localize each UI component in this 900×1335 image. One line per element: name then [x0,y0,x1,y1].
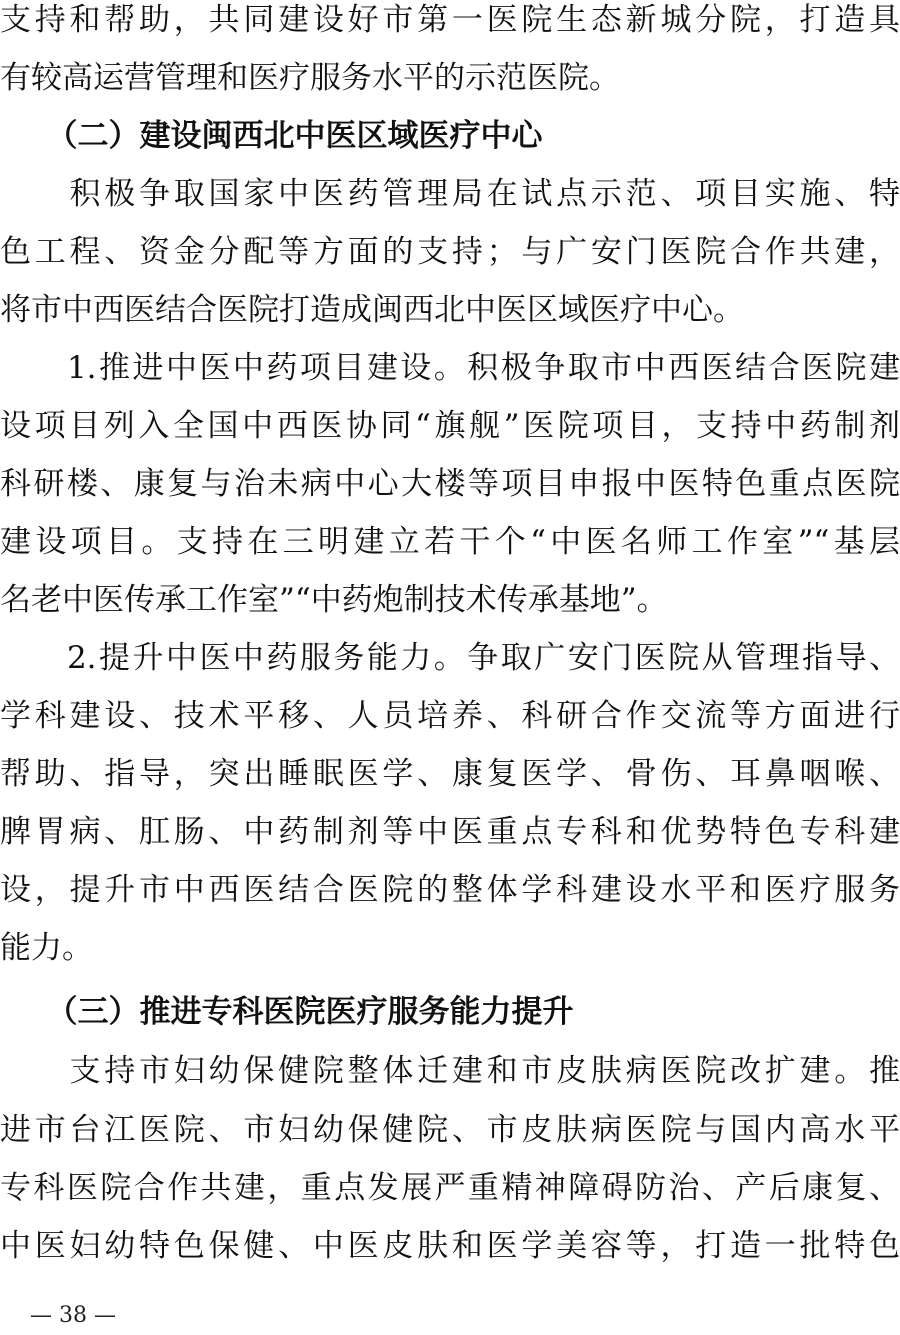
body-text-line: 能力。 [0,930,93,966]
body-text-line: 中医妇幼特色保健、中医皮肤和医学美容等，打造一批特色 [0,1228,900,1264]
body-text-line: 设，提升市中西医结合医院的整体学科建设水平和医疗服务 [0,872,900,908]
body-text-line: 支持市妇幼保健院整体迁建和市皮肤病医院改扩建。推 [0,1053,900,1089]
page-number: — 38 — [30,1303,116,1328]
body-text-line: 2.提升中医中药服务能力。争取广安门医院从管理指导、 [0,640,900,676]
body-text-line: 帮助、指导，突出睡眠医学、康复医学、骨伤、耳鼻咽喉、 [0,756,900,792]
body-text-line: 有较高运营管理和医疗服务水平的示范医院。 [0,60,620,96]
body-text-line: 建设项目。支持在三明建立若干个“中医名师工作室”“基层 [0,524,900,560]
body-text-line: 名老中医传承工作室”“中药炮制技术传承基地”。 [0,582,668,618]
body-text-line: 专科医院合作共建，重点发展严重精神障碍防治、产后康复、 [0,1170,900,1206]
body-text-line: 科研楼、康复与治未病中心大楼等项目申报中医特色重点医院 [0,466,900,502]
body-text-line: 色工程、资金分配等方面的支持；与广安门医院合作共建， [0,234,900,270]
body-text-line: 设项目列入全国中西医协同“旗舰”医院项目，支持中药制剂 [0,408,900,444]
body-text-line: 支持和帮助，共同建设好市第一医院生态新城分院，打造具 [0,2,900,38]
body-text-line: 学科建设、技术平移、人员培养、科研合作交流等方面进行 [0,698,900,734]
body-text-line: 积极争取国家中医药管理局在试点示范、项目实施、特 [0,176,900,212]
body-text-line: 1.推进中医中药项目建设。积极争取市中西医结合医院建 [0,350,900,386]
section-heading: （二）建设闽西北中医区域医疗中心 [0,118,543,154]
body-text-line: 将市中西医结合医院打造成闽西北中医区域医疗中心。 [0,292,744,328]
body-text-line: 脾胃病、肛肠、中药制剂等中医重点专科和优势特色专科建 [0,814,900,850]
section-heading: （三）推进专科医院医疗服务能力提升 [0,994,574,1030]
body-text-line: 进市台江医院、市妇幼保健院、市皮肤病医院与国内高水平 [0,1112,900,1148]
